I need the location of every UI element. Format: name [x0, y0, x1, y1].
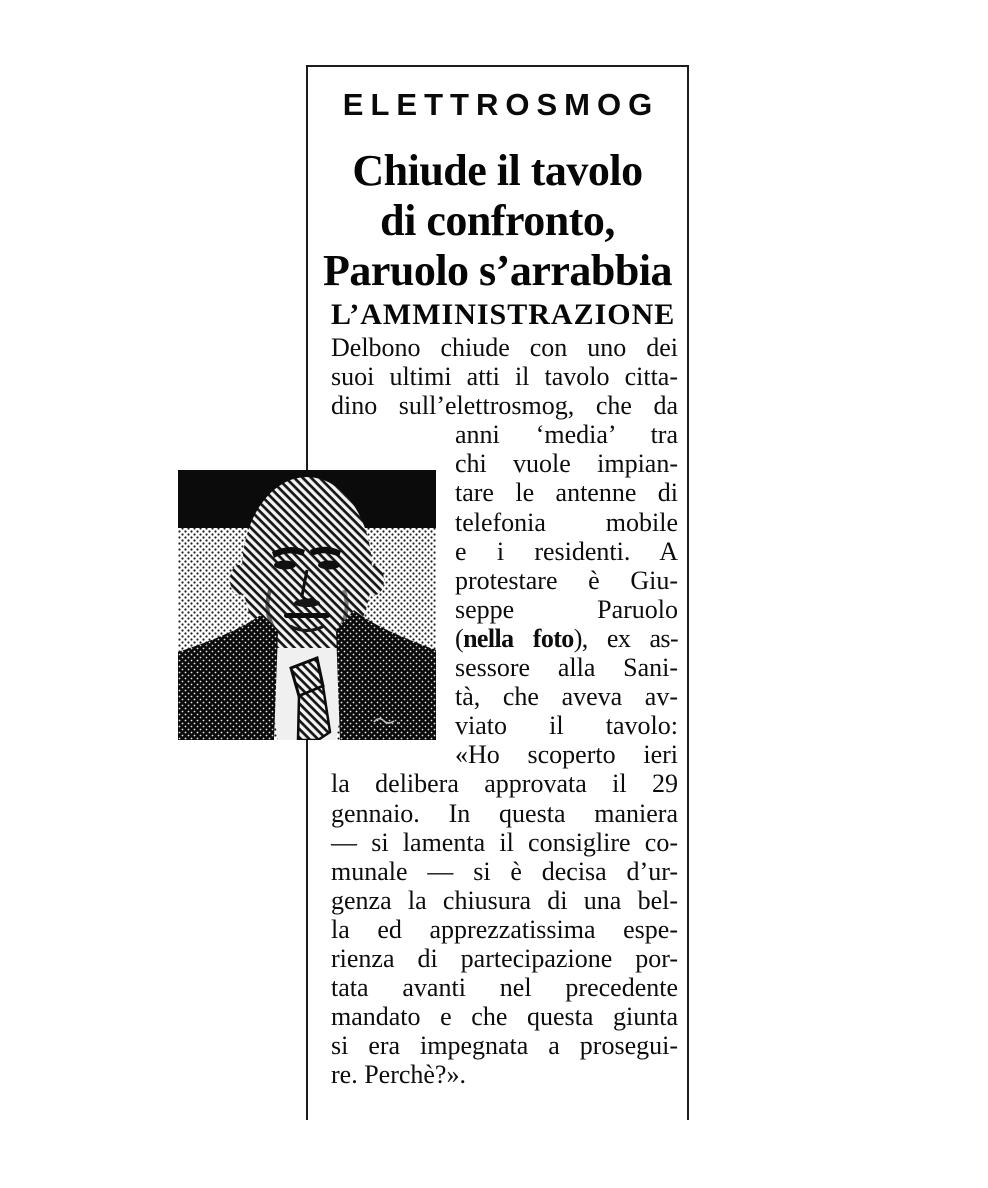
body-line: e i residenti. A: [455, 536, 678, 566]
body-line: re. Perchè?».: [331, 1060, 466, 1090]
body-line: telefonia mobile: [455, 507, 678, 537]
body-line: tata avanti nel precedente: [331, 973, 678, 1003]
body-line-part: (: [455, 623, 464, 653]
body-line: la ed apprezzatissima espe-: [331, 914, 678, 944]
body-line: viato il tavolo:: [455, 711, 678, 741]
body-line: chi vuole impian-: [455, 449, 678, 479]
body-line: — si lamenta il consiglire co-: [331, 827, 678, 857]
body-line: dino sull’elettrosmog, che da: [331, 391, 678, 421]
article-lead-in: L’AMMINISTRAZIONE: [331, 298, 676, 331]
headline-line: Chiude il tavolo: [352, 146, 643, 195]
body-line: anni ‘media’ tra: [455, 420, 678, 450]
body-line: protestare è Giu-: [455, 565, 678, 595]
headline-line: di confronto,: [380, 196, 615, 245]
section-kicker: ELETTROSMOG: [342, 87, 660, 122]
body-line: la delibera approvata il 29: [331, 769, 678, 799]
body-line: tà, che aveva av-: [455, 682, 678, 712]
column-rule-top: [306, 65, 689, 67]
body-line-part: nella foto: [463, 623, 574, 653]
body-line: «Ho scoperto ieri: [455, 740, 678, 770]
body-line: tare le antenne di: [455, 478, 678, 508]
body-line: munale — si è decisa d’ur-: [331, 856, 678, 886]
body-line: si era impegnata a prosegui-: [331, 1031, 678, 1061]
body-line: suoi ultimi atti il tavolo citta-: [331, 362, 678, 392]
body-line-part: ), ex as-: [573, 623, 679, 653]
body-line: mandato e che questa giunta: [331, 1002, 678, 1032]
body-line: Delbono chiude con uno dei: [331, 333, 678, 362]
body-paragraph-top: [331, 333, 678, 420]
article-headline: [307, 146, 688, 296]
headline-line: Paruolo s’arrabbia: [322, 246, 673, 295]
body-line: sessore alla Sani-: [455, 653, 678, 683]
portrait-photo-halftone: [178, 470, 436, 740]
body-line: rienza di partecipazione por-: [331, 943, 678, 973]
portrait-photo: [178, 470, 436, 740]
body-line: gennaio. In questa maniera: [331, 798, 678, 828]
body-paragraph-bottom: [331, 769, 678, 1089]
body-line: seppe Paruolo: [455, 594, 678, 624]
body-line: genza la chiusura di una bel-: [331, 885, 678, 915]
body-line: [455, 624, 678, 653]
